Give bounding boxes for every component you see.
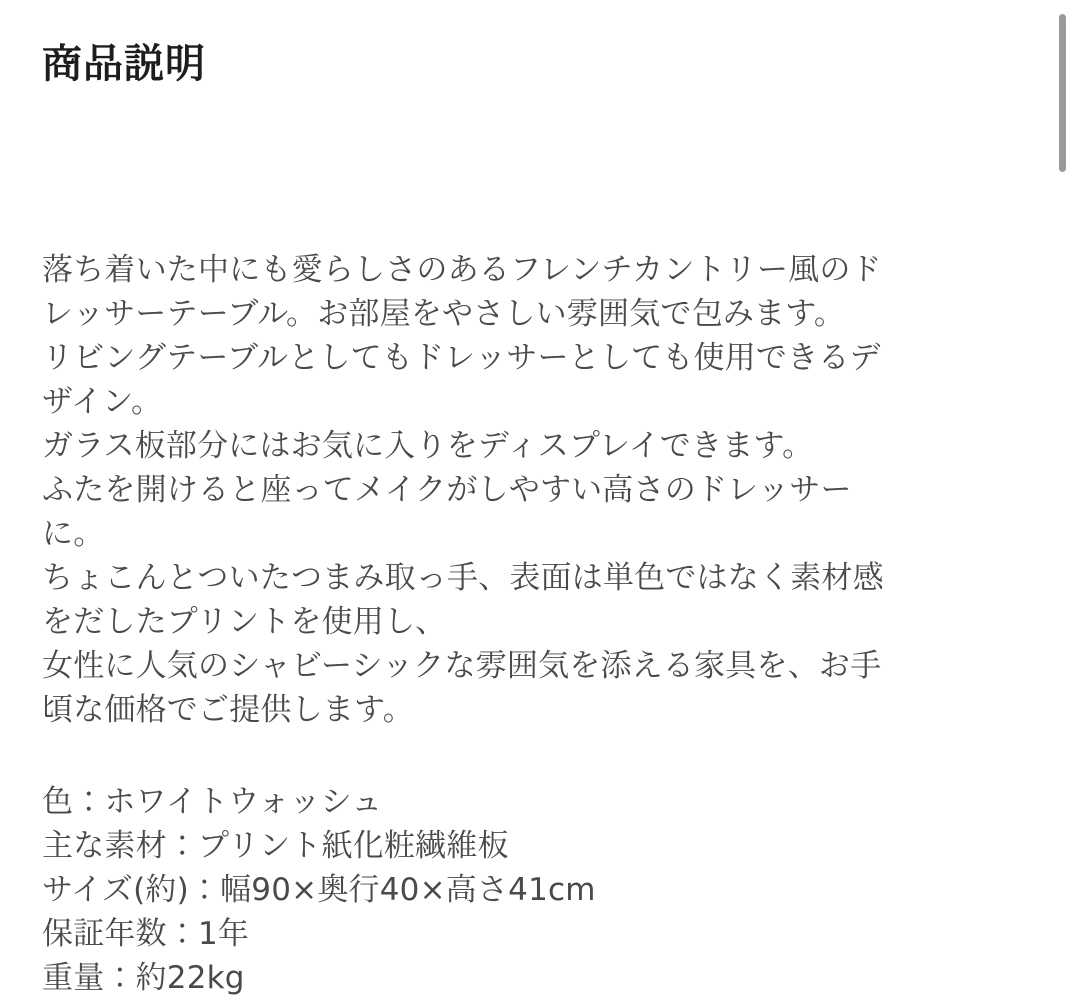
description-line: に。 — [42, 516, 105, 553]
description-line: 落ち着いた中にも愛らしさのあるフレンチカントリー風のド — [42, 252, 882, 288]
description-line: レッサーテーブル。お部屋をやさしい雰囲気で包みます。 — [42, 296, 846, 333]
description-line: ふたを開けると座ってメイクがしやすい高さのドレッサー — [42, 472, 852, 509]
scrollbar[interactable] — [1064, 0, 1074, 1000]
description-line: ザイン。 — [42, 384, 163, 421]
spec-material: 主な素材：プリント紙化粧繊維板 — [42, 828, 509, 865]
description-line: ちょこんとついたつまみ取っ手、表面は単色ではなく素材感 — [42, 560, 884, 597]
description-line: をだしたプリントを使用し、 — [42, 604, 447, 641]
description-line: 頃な価格でご提供します。 — [42, 692, 414, 729]
page-title: 商品説明 — [42, 41, 206, 87]
content-column — [42, 0, 1022, 1000]
specs-block — [42, 780, 1022, 1000]
spec-size: サイズ(約)：幅90×奥行40×高さ41cm — [42, 872, 596, 909]
scrollbar-thumb[interactable] — [1059, 14, 1066, 172]
spec-weight: 重量：約22kg — [42, 960, 245, 997]
spec-warranty: 保証年数：1年 — [42, 916, 250, 953]
description-block — [42, 248, 1007, 732]
description-line: ガラス板部分にはお気に入りをディスプレイできます。 — [42, 428, 814, 465]
spec-color: 色：ホワイトウォッシュ — [42, 784, 383, 821]
description-line: 女性に人気のシャビーシックな雰囲気を添える家具を、お手 — [42, 648, 882, 685]
description-line: リビングテーブルとしてもドレッサーとしても使用できるデ — [42, 340, 881, 377]
